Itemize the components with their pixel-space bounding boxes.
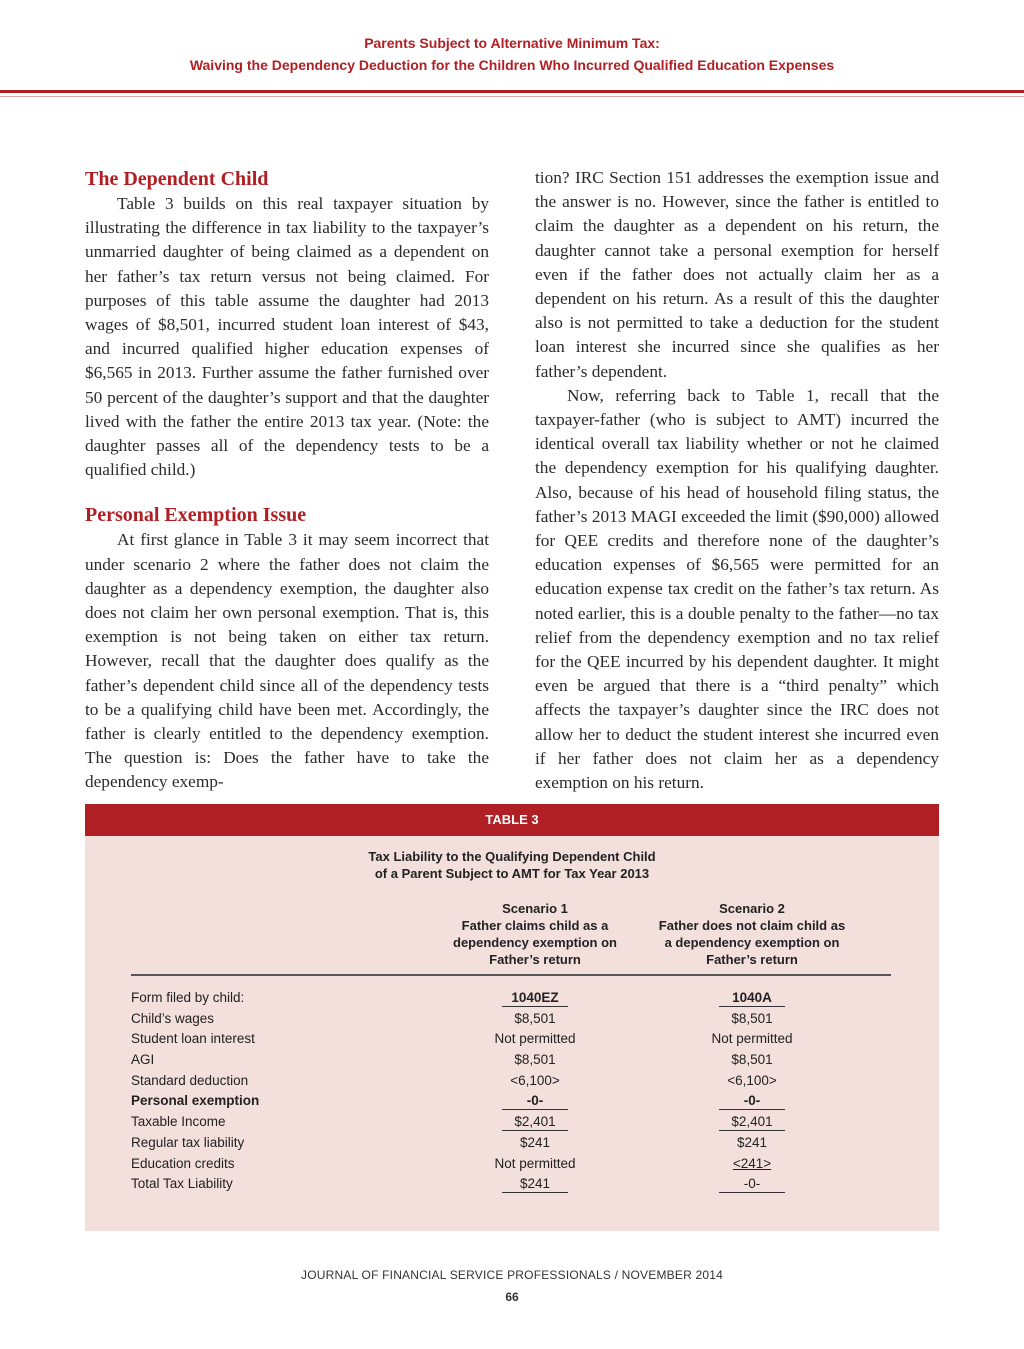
header-rule — [0, 90, 1024, 93]
table-row: Child’s wages $8,501 $8,501 — [131, 1010, 773, 1026]
heading-personal-exemption: Personal Exemption Issue — [85, 504, 307, 527]
table-row: Personal exemption -0- -0- — [85, 1091, 939, 1112]
paragraph: tion? IRC Section 151 addresses the exemption issue and the answer is no. However, since the father is entitled to claim the daughter as a dependent on his return, the daughter cannot take a personal exemption for herself even if the father does not actually claim her as a dependent on his return. As a result of this the daughter also is not permitted to take a deduction for the student loan interest she incurred since she qualifies as her father’s dependent. — [535, 168, 939, 381]
paragraph: At first glance in Table 3 it may seem incorrect that under scenario 2 where the father does not claim the daughter as a dependency exemption, the daughter also does not claim her own personal exemption. That is, this exemption is not being taken on either tax return. However, recall that the daughter does qualify as the father’s dependent child since all of the dependency tests to be a qualifying child have been met. Accordingly, the father is clearly entitled to the dependency exemption. The question is: Does the father have to take the dependency exemp- — [85, 530, 489, 792]
table-title: Tax Liability to the Qualifying Dependent Child of a Parent Subject to AMT for Tax Year 2013 — [368, 849, 656, 881]
table-row: Standard deduction <6,100> <6,100> — [131, 1072, 777, 1088]
header-line-1: Parents Subject to Alternative Minimum Tax: — [364, 35, 660, 51]
table-row: Taxable Income $2,401 $2,401 — [85, 1112, 939, 1133]
heading-dependent-child: The Dependent Child — [85, 168, 269, 190]
right-column — [535, 166, 939, 795]
table-row: Education credits Not permitted <241> — [131, 1155, 772, 1171]
page-number: 66 — [505, 1290, 519, 1304]
table-rule — [131, 974, 891, 976]
table-row: Form filed by child: 1040EZ 1040A — [85, 988, 939, 1009]
table-label: TABLE 3 — [85, 804, 939, 836]
header-rule-thin — [0, 96, 1024, 97]
paragraph: Table 3 builds on this real taxpayer situation by illustrating the difference in tax liability to the taxpayer’s unmarried daughter of being claimed as a dependent on her father’s tax return versus not being claimed. For purposes of this table assume the daughter had 2013 wages of $8,501, incurred student loan interest of $43, and incurred qualified higher education expenses of $6,565 in 2013. Further assume the father furnished over 50 percent of the daughter’s support and that the daughter lived with the father the entire 2013 tax year. (Note: the daughter passes all of the dependency tests to be a qualified child.) — [85, 194, 489, 480]
table-row: Student loan interest Not permitted Not permitted — [131, 1031, 793, 1047]
table-body — [85, 988, 939, 1195]
scenario-2-header: Scenario 2 Father does not claim child as a dependency exemption on Father’s return — [658, 901, 846, 967]
paragraph: Now, referring back to Table 1, recall that the taxpayer-father (who is subject to AMT) incurred the identical overall tax liability whether or not he claimed the dependency exemption for his qualifying daughter. Also, because of his head of household filing status, the father’s 2013 MAGI exceeded the limit ($90,000) allowed for QEE credits and therefore none of the daughter’s education expenses of $6,565 were permitted for an education expense tax credit on the father’s tax return. As noted earlier, this is a double penalty to the father—no tax relief from the dependency exemption and no tax relief for the QEE incurred by his dependent daughter. It might even be argued that there is a “third penalty” which affects the taxpayer’s daughter since the IRC does not allow her to deduct the student interest she incurred even if her father does not claim her as a dependency exemption on his return. — [535, 385, 939, 793]
table-row: Regular tax liability $241 $241 — [131, 1134, 768, 1150]
table-row: Total Tax Liability $241 -0- — [85, 1174, 939, 1195]
running-header — [0, 32, 1024, 76]
header-line-2: Waiving the Dependency Deduction for the Children Who Incurred Qualified Education Expenses — [189, 57, 835, 73]
journal-footer: JOURNAL OF FINANCIAL SERVICE PROFESSIONALS / NOVEMBER 2014 — [301, 1268, 723, 1282]
scenario-1-header: Scenario 1 Father claims child as a dependency exemption on Father’s return — [453, 901, 617, 967]
left-column — [85, 166, 489, 795]
table-3 — [85, 804, 939, 1231]
table-row: AGI $8,501 $8,501 — [131, 1052, 773, 1068]
